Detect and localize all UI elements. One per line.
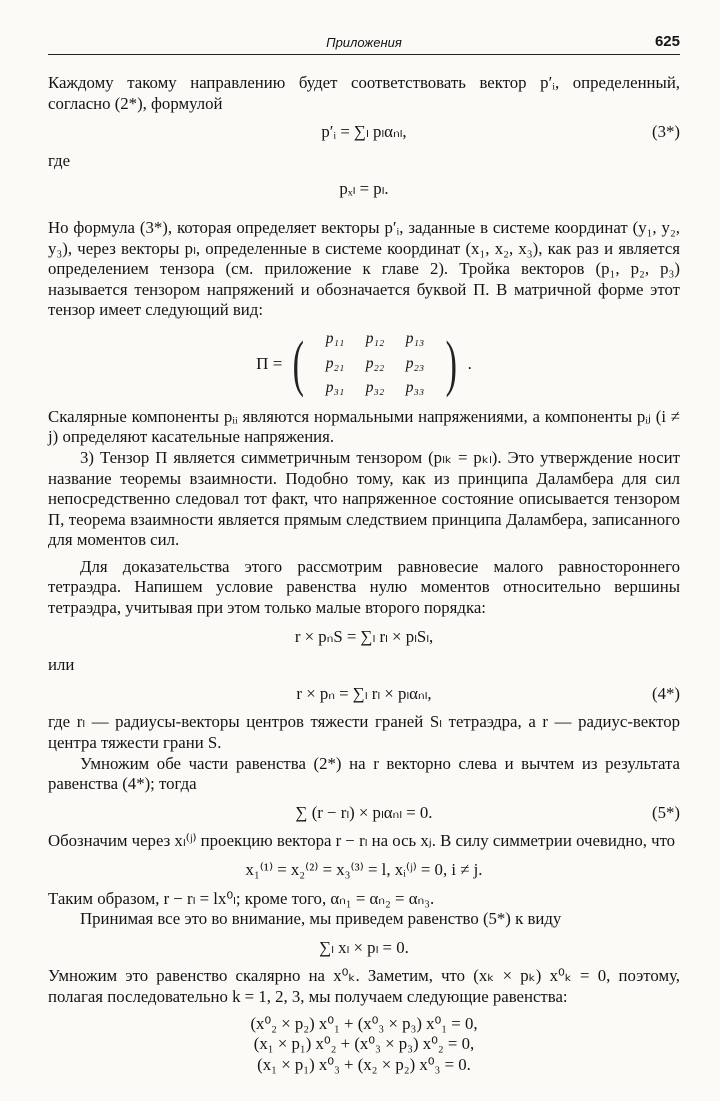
equation-k3 — [48, 1055, 680, 1076]
equation-sum-formula: ∑ₗ xₗ × pₗ = 0. — [319, 937, 409, 957]
equation-px — [48, 179, 680, 200]
matrix-cell: p₁₂ — [365, 329, 385, 347]
equation-k2-formula: (x₁ × p₁) x⁰₂ + (x⁰₃ × p₃) x⁰₂ = 0, — [253, 1034, 475, 1054]
equation-projections — [48, 860, 680, 881]
paragraph-4: 3) Тензор П является симметричным тензором (pₗₖ = pₖₗ). Это утверждение носит название теоремы взаимности. Подобно тому, как из принципа Даламбера для сил непосредственно следовал тот факт, что напряженное состояние описывается тензором П, теорема взаимности является прямым следствием принципа Даламбера, записанного для моментов сил. — [48, 447, 680, 550]
matrix-cell: p₂₁ — [325, 354, 345, 372]
equation-k1 — [48, 1014, 680, 1035]
matrix-cell: p₃₂ — [365, 379, 385, 397]
equation-5-formula: ∑ (r − rₗ) × pₗαₙₗ = 0. — [295, 802, 433, 822]
equation-sum — [48, 938, 680, 959]
matrix-cell: p₂₃ — [405, 354, 425, 372]
paragraph-3: Скалярные компоненты pᵢᵢ являются нормальными напряжениями, а компоненты pᵢⱼ (i ≠ j) определяют касательные напряжения. — [48, 406, 680, 447]
equation-4-formula: r × pₙ = ∑ₗ rₗ × pₗαₙₗ, — [296, 683, 432, 703]
equation-px-formula: pₓₗ = pₗ. — [339, 179, 389, 199]
paragraph-2: Но формула (3*), которая определяет векторы p′ᵢ, заданные в системе координат (y₁, y₂, y₃), через векторы pₗ, определенные в системе координат (x₁, x₂, x₃), как раз и является определением тензора (см. приложение к главе 2). Тройка векторов (p₁, p₂, p₃) называется тензором напряжений и обозначается буквой П. В матричной форме этот тензор имеет следующий вид: — [48, 217, 680, 320]
paragraph-11: Умножим это равенство скалярно на x⁰ₖ. Заметим, что (xₖ × pₖ) x⁰ₖ = 0, поэтому, полагая последовательно k = 1, 2, 3, мы получаем следующие равенства: — [48, 966, 680, 1006]
paragraph-8: Обозначим через xₗ⁽ʲ⁾ проекцию вектора r − rₗ на ось xⱼ. В силу симметрии очевидно, что — [48, 831, 676, 851]
paragraph-10: Принимая все это во внимание, мы приведем равенство (5*) к виду — [80, 909, 562, 929]
equation-5-tag: (5*) — [652, 802, 680, 822]
stress-tensor-matrix — [48, 329, 680, 399]
equation-k2 — [48, 1034, 680, 1055]
paragraph-9: Таким образом, r − rₗ = lx⁰ₗ; кроме того, αₙ₁ = αₙ₂ = αₙ₃. — [48, 888, 435, 908]
matrix-cell: p₃₃ — [405, 379, 425, 397]
equation-4-tag: (4*) — [652, 683, 680, 703]
matrix-end: . — [467, 353, 472, 373]
paragraph-6: где rₗ — радиусы-векторы центров тяжести граней Sₗ тетраэдра, а r — радиус-вектор центра тяжести грани S. — [48, 712, 680, 753]
equation-5 — [48, 803, 680, 824]
left-paren: ( — [292, 329, 305, 398]
equation-4 — [48, 684, 680, 705]
right-paren: ) — [445, 329, 457, 398]
equation-3-formula: p′ᵢ = ∑ₗ pₗαₙₗ, — [321, 122, 407, 142]
or-label: или — [48, 655, 75, 675]
matrix-cell: p₂₂ — [365, 354, 385, 372]
equation-projections-formula: x₁⁽¹⁾ = x₂⁽²⁾ = x₃⁽³⁾ = l, xᵢ⁽ʲ⁾ = 0, i ≠ j. — [245, 860, 483, 879]
matrix-label: П = — [256, 353, 283, 373]
page-number: 625 — [654, 33, 680, 50]
paragraph-1: Каждому такому направлению будет соответствовать вектор p′ᵢ, определенный, согласно (2*), формулой — [48, 73, 680, 113]
matrix-cell: p₁₃ — [405, 329, 425, 347]
equation-3 — [48, 122, 680, 143]
where-label: где — [48, 150, 71, 170]
matrix-cell: p₃₁ — [325, 379, 345, 397]
matrix-cell: p₁₁ — [325, 329, 345, 347]
page — [48, 30, 680, 1075]
equation-moment — [48, 627, 680, 648]
paragraph-7: Умножим обе части равенства (2*) на r векторно слева и вычтем из результата равенства (4*); тогда — [48, 753, 680, 794]
paragraph-5: Для доказательства этого рассмотрим равновесие малого равностороннего тетраэдра. Напишем условие равенства нулю моментов относительно вершины тетраэдра, учитывая при этом только малые второго порядка: — [48, 556, 680, 618]
equation-k3-formula: (x₁ × p₁) x⁰₃ + (x₂ × p₂) x⁰₃ = 0. — [257, 1054, 471, 1074]
equation-k1-formula: (x⁰₂ × p₂) x⁰₁ + (x⁰₃ × p₃) x⁰₁ = 0, — [250, 1013, 478, 1033]
page-header — [48, 30, 680, 55]
page-body — [48, 73, 680, 1075]
matrix-grid — [315, 329, 435, 399]
equation-3-tag: (3*) — [652, 122, 680, 142]
running-title: Приложения — [326, 35, 402, 50]
equation-moment-formula: r × pₙS = ∑ₗ rₗ × pₗSₗ, — [294, 626, 434, 646]
